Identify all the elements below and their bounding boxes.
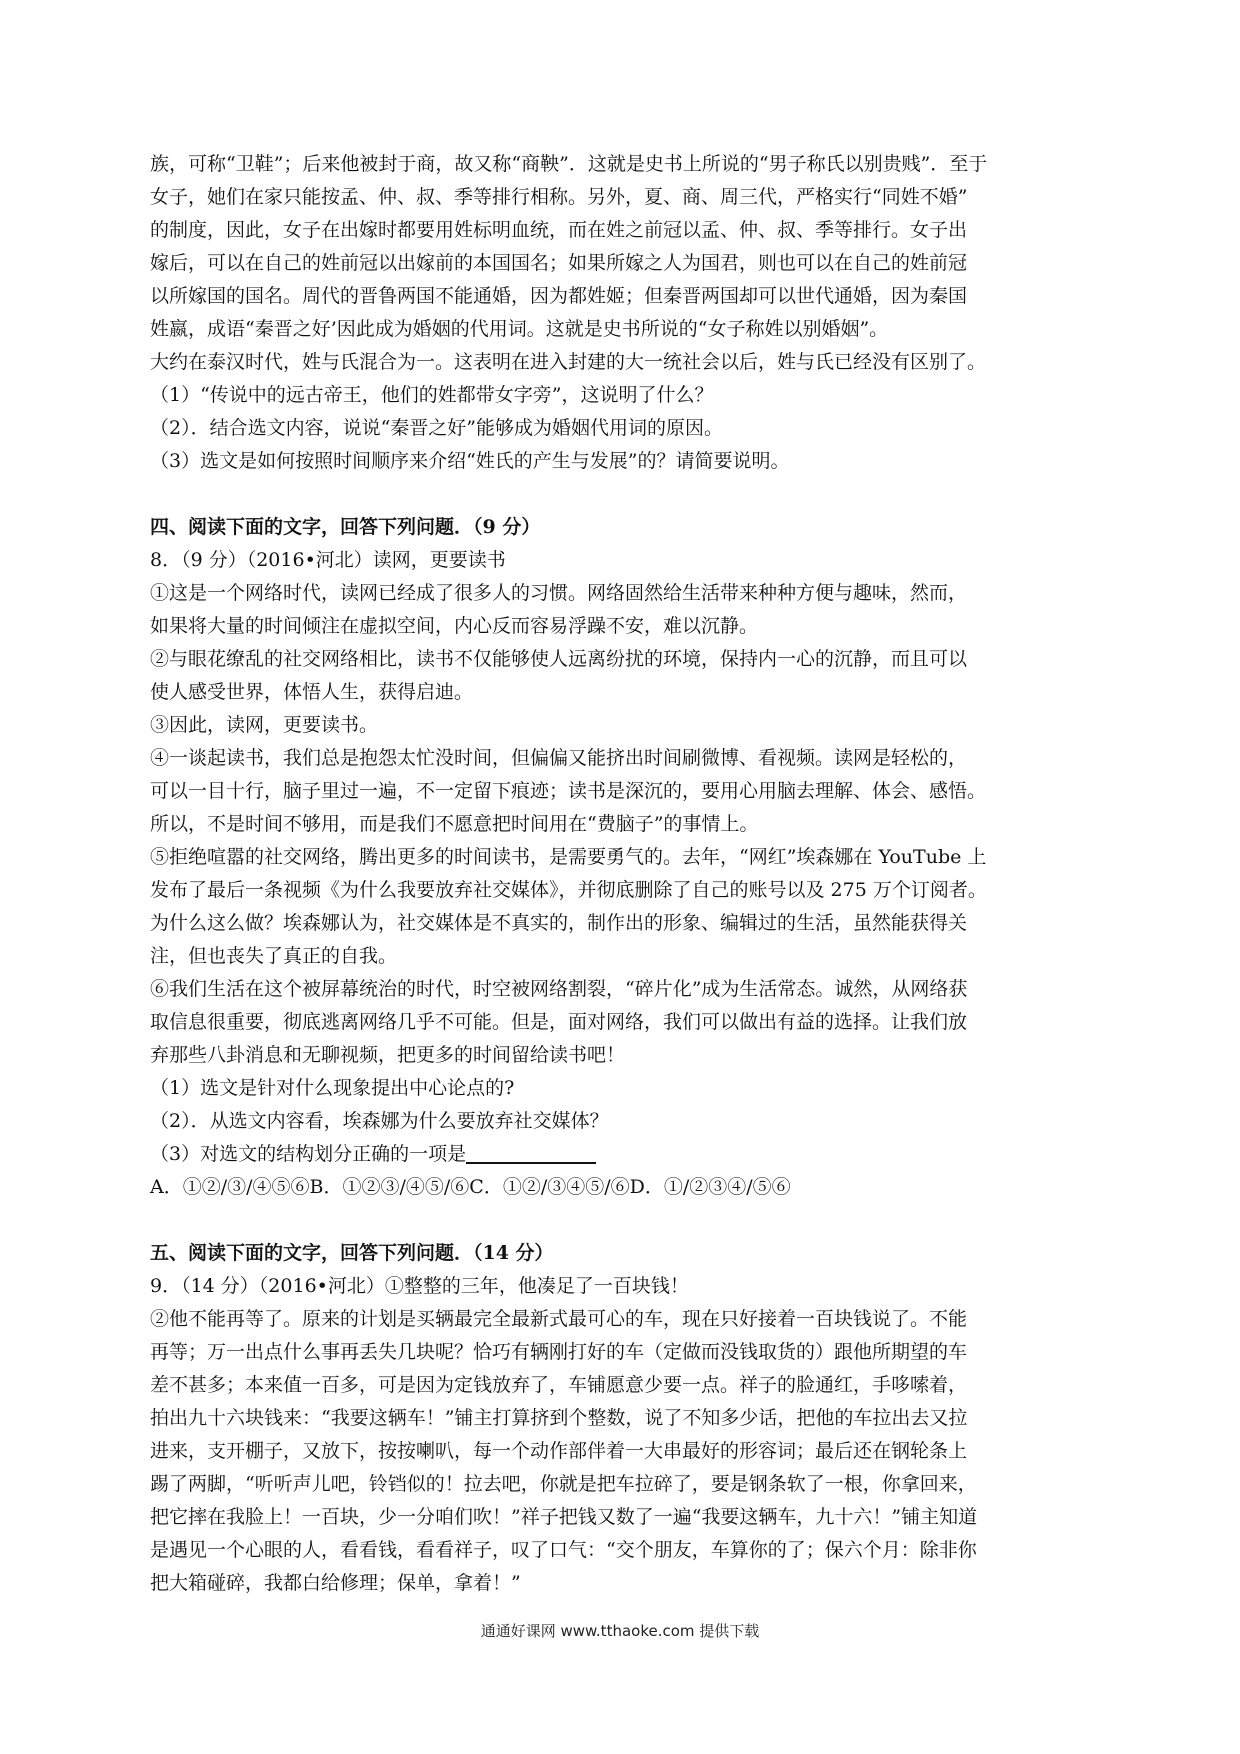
passage-line: 嫁后，可以在自己的姓前冠以出嫁前的本国国名；如果所嫁之人为国君，则也可以在自己的姓前冠	[150, 252, 968, 274]
section-four-title: 四、阅读下面的文字，回答下列问题．（9 分）	[150, 516, 541, 538]
passage-line: 发布了最后一条视频《为什么我要放弃社交媒体》，并彻底删除了自己的账号以及 275 万个订阅者。	[150, 879, 987, 901]
passage-line: ⑤拒绝喧嚣的社交网络，腾出更多的时间读书，是需要勇气的。去年，“网红”埃森娜在 YouTube 上	[150, 846, 987, 868]
passage-line: ④一谈起读书，我们总是抱怨太忙没时间，但偏偏又能挤出时间刷微博、看视频。读网是轻松的，	[150, 747, 968, 769]
section-five-title: 五、阅读下面的文字，回答下列问题．（14 分）	[150, 1242, 554, 1264]
passage-line: ①这是一个网络时代，读网已经成了很多人的习惯。网络固然给生活带来种种方便与趣味，然而，	[150, 582, 968, 604]
passage-line: ②他不能再等了。原来的计划是买辆最完全最新式最可心的车，现在只好接着一百块钱说了。不能	[150, 1308, 968, 1330]
passage-line: 把它摔在我脸上！一百块，少一分咱们吹！”祥子把钱又数了一遍“我要这辆车，九十六！”铺主知道	[150, 1506, 978, 1528]
passage-line: 大约在泰汉时代，姓与氏混合为一。这表明在进入封建的大一统社会以后，姓与氏已经没有区别了。	[150, 351, 987, 373]
question-line	[150, 1138, 1100, 1171]
passage-line: 族，可称“卫鞋”；后来他被封于商，故又称“商鞅”．这就是史书上所说的“男子称氏以别贵贱”．至于	[150, 153, 988, 175]
question-text: （3）对选文的结构划分正确的一项是	[150, 1143, 467, 1165]
passage-line: 取信息很重要，彻底逃离网络几乎不可能。但是，面对网络，我们可以做出有益的选择。让我们放	[150, 1011, 968, 1033]
answer-blank[interactable]	[466, 1140, 596, 1164]
question-line: （1）“传说中的远古帝王，他们的姓都带女字旁”，这说明了什么？	[150, 384, 714, 406]
passage-line: 把大箱碰碎，我都白给修理；保单，拿着！”	[150, 1572, 521, 1594]
passage-line: 差不甚多；本来值一百多，可是因为定钱放弃了，车铺愿意少要一点。祥子的脸通红，手哆嗦着，	[150, 1374, 968, 1396]
passage-line: 所以，不是时间不够用，而是我们不愿意把时间用在“费脑子”的事情上。	[150, 813, 759, 835]
passage-line: ③因此，读网，更要读书。	[150, 714, 379, 736]
passage-line: 为什么这么做？埃森娜认为，社交媒体是不真实的，制作出的形象、编辑过的生活，虽然能获得关	[150, 912, 968, 934]
question-header: 8．（9 分）（2016•河北）读网，更要读书	[150, 549, 506, 571]
passage-line: 可以一目十行，脑子里过一遍，不一定留下痕迹；读书是深沉的，要用心用脑去理解、体会、感悟。	[150, 780, 987, 802]
question-line: （1）选文是针对什么现象提出中心论点的?	[150, 1077, 515, 1099]
passage-line: 以所嫁国的国名。周代的晋鲁两国不能通婚，因为都姓姬；但秦晋两国却可以世代通婚，因为秦国	[150, 285, 968, 307]
options-line: A．①②/③/④⑤⑥B．①②③/④⑤/⑥C．①②/③④⑤/⑥D．①/②③④/⑤⑥	[150, 1176, 791, 1198]
question-line: （2）．从选文内容看，埃森娜为什么要放弃社交媒体？	[150, 1110, 609, 1132]
passage-line: 拍出九十六块钱来：“我要这辆车！”铺主打算挤到个整数，说了不知多少话，把他的车拉出去又拉	[150, 1407, 968, 1429]
passage-line: 弃那些八卦消息和无聊视频，把更多的时间留给读书吧！	[150, 1044, 626, 1066]
passage-line: 如果将大量的时间倾注在虚拟空间，内心反而容易浮躁不安，难以沉静。	[150, 615, 759, 637]
passage-line: 的制度，因此，女子在出嫁时都要用姓标明血统，而在姓之前冠以孟、仲、叔、季等排行。女子出	[150, 219, 968, 241]
passage-line: 进来，支开棚子，又放下，按按喇叭，每一个动作部伴着一大串最好的形容词；最后还在钢轮条上	[150, 1440, 968, 1462]
question-line: （3）选文是如何按照时间顺序来介绍“姓氏的产生与发展”的？请简要说明。	[150, 450, 790, 472]
passage-line: ②与眼花缭乱的社交网络相比，读书不仅能够使人远离纷扰的环境，保持内一心的沉静，而且可以	[150, 648, 968, 670]
passage-line: 注，但也丧失了真正的自我。	[150, 945, 398, 967]
passage-line: 女子，她们在家只能按孟、仲、叔、季等排行相称。另外，夏、商、周三代，严格实行“同姓不婚”	[150, 186, 968, 208]
document-content	[150, 148, 1100, 1600]
passage-line: 踢了两脚，“听听声儿吧，铃铛似的！拉去吧，你就是把车拉碎了，要是钢条软了一根，你拿回来，	[150, 1473, 977, 1495]
passage-line: ⑥我们生活在这个被屏幕统治的时代，时空被网络割裂，“碎片化”成为生活常态。诚然，从网络获	[150, 978, 968, 1000]
passage-line: 使人感受世界，体悟人生，获得启迪。	[150, 681, 474, 703]
question-line: （2）．结合选文内容，说说“秦晋之好”能够成为婚姻代用词的原因。	[150, 417, 724, 439]
page-footer: 通通好课网 www.tthaoke.com 提供下载	[480, 1622, 760, 1640]
passage-line: 是遇见一个心眼的人，看看钱，看看祥子，叹了口气：“交个朋友，车算你的了；保六个月：除非你	[150, 1539, 977, 1561]
passage-line: 姓嬴，成语“秦晋之好’因此成为婚姻的代用词。这就是史书所说的“女子称姓以别婚姻”。	[150, 318, 889, 340]
passage-line: 再等；万一出点什么事再丢失几块呢？恰巧有辆刚打好的车（定做而没钱取货的）跟他所期望的车	[150, 1341, 968, 1363]
question-header: 9．（14 分）（2016•河北）①整整的三年，他凑足了一百块钱！	[150, 1275, 689, 1297]
